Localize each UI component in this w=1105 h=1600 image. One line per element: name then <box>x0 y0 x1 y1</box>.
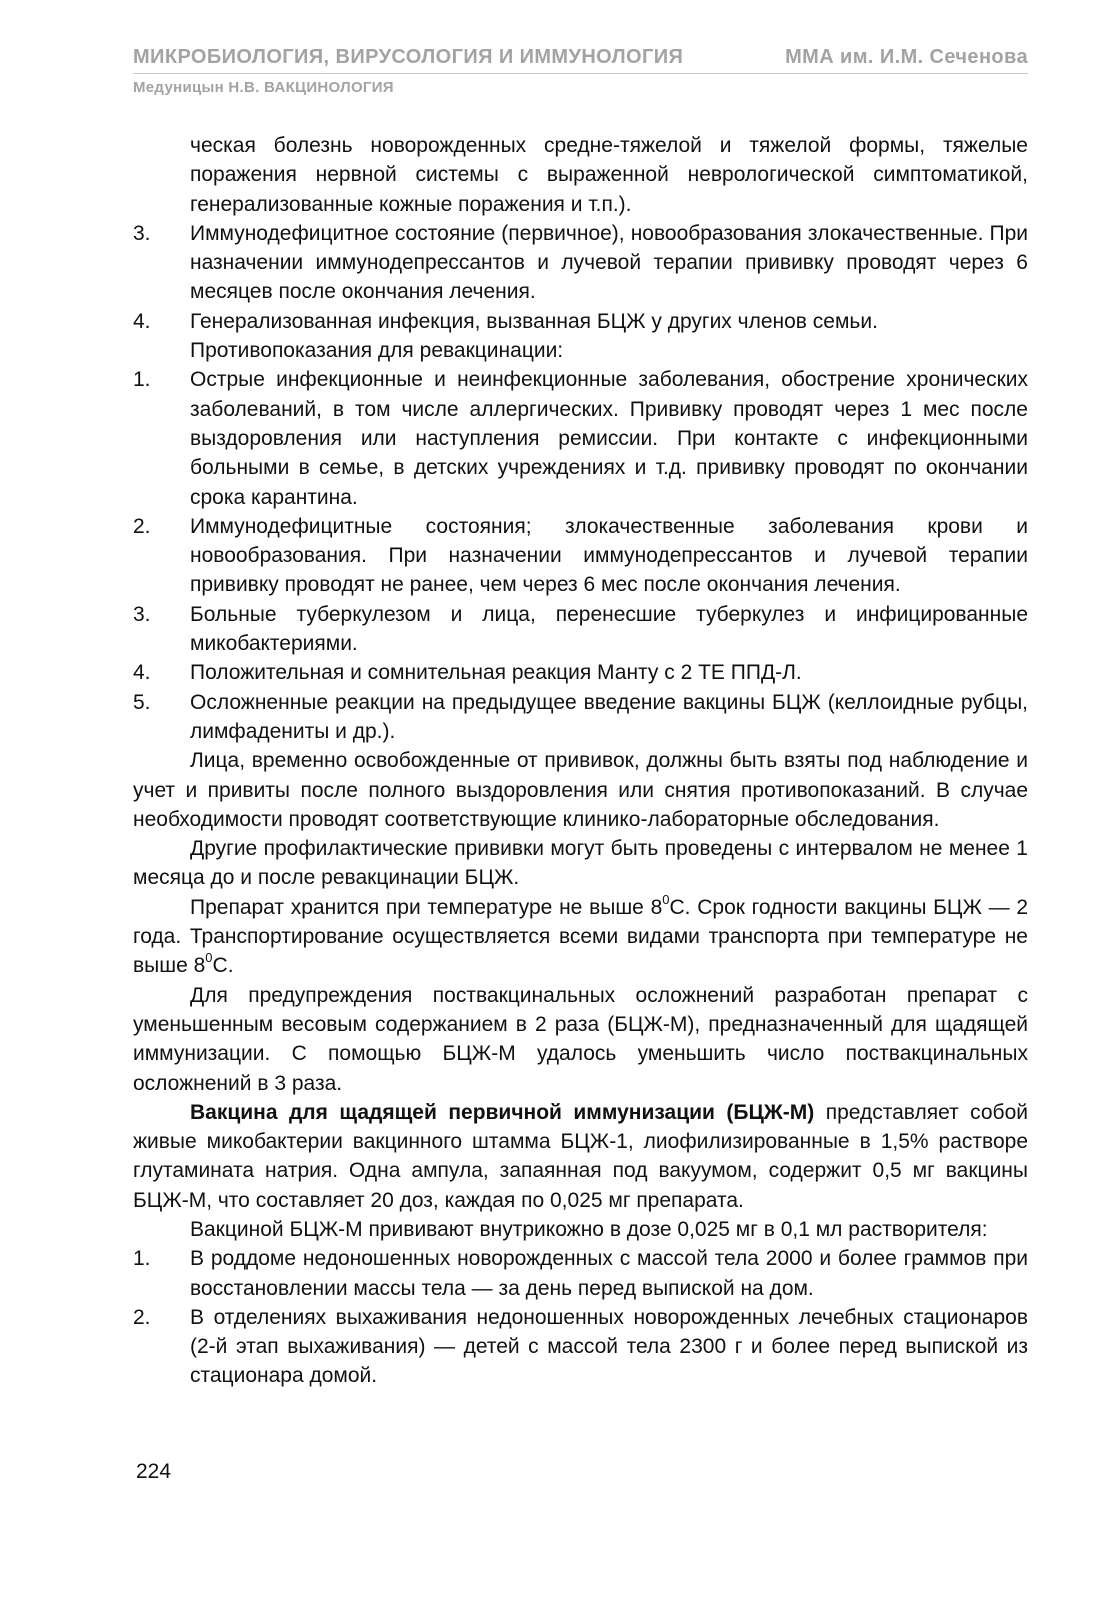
list-item <box>133 1303 1028 1391</box>
list-text: Острые инфекционные и неинфекционные заболевания, обострение хронических заболеваний, в том числе аллергических. Прививку проводят через 1 мес после выздоровления или наступления ремиссии. При контакте с инфекционными больными в семье, в детских учреждениях и т.д. прививку проводят по окончании срока карантина. <box>190 368 1028 509</box>
header-institution: ММА им. И.М. Сеченова <box>785 46 1028 68</box>
storage-text-c: С. <box>212 954 234 978</box>
list-item <box>133 658 1028 687</box>
list-text: Осложненные реакции на предыдущее введение вакцины БЦЖ (келлоидные рубцы, лимфадениты и др.). <box>190 690 1028 743</box>
storage-text-b: С. Срок годности вакцины БЦЖ — 2 года. Транспортирование осуществляется всеми видами транспорта при температуре не выше 8 <box>133 895 1028 978</box>
revaccination-heading: Противопоказания для ревакцинации: <box>190 339 564 363</box>
page-body <box>133 131 1028 1391</box>
header-top-row <box>133 46 1028 74</box>
list-number: 3. <box>133 602 151 626</box>
list-text: Положительная и сомнительная реакция Манту с 2 ТЕ ППД-Л. <box>190 661 802 685</box>
header-subject: МИКРОБИОЛОГИЯ, ВИРУСОЛОГИЯ И ИММУНОЛОГИЯ <box>133 46 684 68</box>
running-header <box>133 46 1028 96</box>
list-text: Генерализованная инфекция, вызванная БЦЖ у других членов семьи. <box>190 309 878 333</box>
list-number: 4. <box>133 309 151 333</box>
list-number: 1. <box>133 368 151 392</box>
list-text: Иммунодефицитные состояния; злокачественные заболевания крови и новообразования. При назначении иммунодепрессантов и лучевой терапии прививку проводят не ранее, чем через 6 мес после окончания лечения. <box>190 514 1028 597</box>
page-number: 224 <box>136 1460 172 1483</box>
continued-text: ческая болезнь новорожденных средне-тяжелой и тяжелой формы, тяжелые поражения нервной системы с выраженной неврологической симптоматикой, генерализованные кожные поражения и т.п.). <box>190 134 1028 216</box>
list-number: 4. <box>133 661 151 685</box>
paragraph-bcgm-description <box>133 1098 1028 1215</box>
paragraph-other-vaccinations: Другие профилактические прививки могут быть проведены с интервалом не менее 1 месяца до и после ревакцинации БЦЖ. <box>133 837 1028 890</box>
degree-superscript: 0 <box>662 891 670 907</box>
list-item <box>133 1244 1028 1303</box>
list-item <box>133 365 1028 511</box>
paragraph-storage <box>133 893 1028 981</box>
bcgm-description-text: представляет собой живые микобактерии вакцинного штамма БЦЖ-1, лиофилизированные в 1,5% растворе глутамината натрия. Одна ампула, запаянная под вакуумом, содержит 0,5 мг вакцины БЦЖ-М, что составляет 20 доз, каждая по 0,025 мг препарата. <box>133 1100 1028 1212</box>
list-number: 5. <box>133 690 151 714</box>
list-item <box>133 219 1028 307</box>
list-text: Больные туберкулезом и лица, перенесшие туберкулез и инфицированные микобактериями. <box>190 602 1028 656</box>
list-number: 1. <box>133 1247 151 1271</box>
list-item <box>133 512 1028 600</box>
list-number: 3. <box>133 221 151 245</box>
list-item <box>133 600 1028 659</box>
storage-text-a: Препарат хранится при температуре не выше 8 <box>190 895 663 919</box>
list-number: 2. <box>133 514 151 538</box>
degree-superscript: 0 <box>205 950 213 966</box>
paragraph-bcgm-dose: Вакциной БЦЖ-М прививают внутрикожно в дозе 0,025 мг в 0,1 мл растворителя: <box>190 1217 988 1241</box>
list-text: В роддоме недоношенных новорожденных с массой тела 2000 и более граммов при восстановлении массы тела — за день перед выпиской на дом. <box>190 1247 1028 1300</box>
list-number: 2. <box>133 1305 151 1329</box>
list-item <box>133 307 1028 336</box>
bcgm-bold-term: Вакцина для щадящей первичной иммунизации (БЦЖ-М) <box>190 1100 815 1124</box>
paragraph-bcgm-development: Для предупреждения поствакцинальных осложнений разработан препарат с уменьшенным весовым содержанием в 2 раза (БЦЖ-М), предназначенный для щадящей иммунизации. С помощью БЦЖ-М удалось уменьшить число поствакцинальных осложнений в 3 раза. <box>133 983 1028 1095</box>
header-author-title: Медуницын Н.В. ВАКЦИНОЛОГИЯ <box>133 79 394 96</box>
list-text: В отделениях выхаживания недоношенных новорожденных лечебных стационаров (2-й этап выхаживания) — детей с массой тела 2300 г и более перед выпиской из стационара домой. <box>190 1305 1028 1388</box>
paragraph-exempted-persons: Лица, временно освобожденные от прививок, должны быть взяты под наблюдение и учет и привиты после полного выздоровления или снятия противопоказаний. В случае необходимости проводят соответствующие клинико-лабораторные обследования. <box>133 749 1028 831</box>
list-text: Иммунодефицитное состояние (первичное), новообразования злокачественные. При назначении иммунодепрессантов и лучевой терапии прививку проводят через 6 месяцев после окончания лечения. <box>190 221 1028 304</box>
list-item <box>133 688 1028 747</box>
